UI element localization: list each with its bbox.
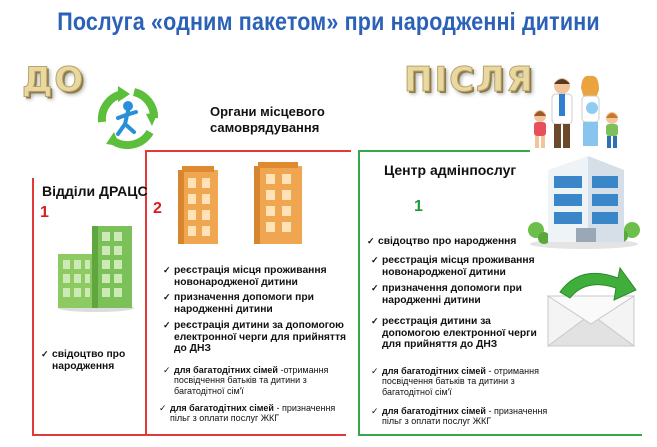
center-item-4: ✓ реєстрація дитини за допомогою електронної черги для прийняття до ДНЗ [371,316,537,351]
center-large-family-item-2: ✓ для багатодітних сімей - призначення пільг з оплати послуг ЖКГ [371,406,548,427]
local-government-heading: Органи місцевого самоврядування [210,104,325,135]
bullet-icon: ✓ [159,403,167,413]
bullet-icon: ✓ [371,406,379,416]
center-item-1: ✓ свідоцтво про народження [367,236,517,247]
right-frame-bottom [358,434,642,436]
dracs-item: ✓ свідоцтво про народження [41,349,126,372]
center-large-family-item-1: ✓ для багатодітних сімей - отримання посвідчення батьків та дитини з багатодітної сім'ї [371,366,539,397]
bullet-icon: ✓ [371,366,379,376]
dracs-heading: Відділи ДРАЦС [42,183,148,199]
local-step-number: 2 [153,200,162,217]
center-heading: Центр адмінпослуг [384,162,517,178]
envelope-arrow-icon [540,262,640,348]
after-label: ПІСЛЯ [404,60,535,100]
bullet-icon: ✓ [371,283,379,293]
right-frame-top [358,150,530,152]
right-frame-border [358,150,360,436]
local-item-3: ✓ реєстрація дитини за допомогою електронної черги для прийняття до ДНЗ [163,320,347,355]
local-large-family-item-2: ✓ для багатодітних сімей - призначення пільг з оплати послуг ЖКГ [159,403,336,424]
family-icon [530,72,622,150]
left-frame-bottom [32,434,346,436]
bullet-icon: ✓ [371,255,379,265]
orange-buildings-icon [176,162,306,246]
left-frame-border [32,178,34,436]
page-title: Послуга «одним пакетом» при народженні дитини [57,8,600,36]
local-large-family-item-1: ✓ для багатодітних сімей -отримання посвідчення батьків та дитини з багатодітної сім'ї [163,365,329,396]
bullet-icon: ✓ [367,236,375,246]
local-item-1: ✓ реєстрація місця проживання новонародженої дитини [163,265,327,288]
center-step-number: 1 [414,198,423,215]
bullet-icon: ✓ [163,292,171,302]
bullet-icon: ✓ [163,265,171,275]
bullet-icon: ✓ [371,316,379,326]
local-item-2: ✓ призначення допомоги при народженні дитини [163,292,314,315]
before-label: ДО [22,60,86,100]
bullet-icon: ✓ [41,349,49,359]
left-frame-top [145,150,351,152]
center-item-3: ✓ призначення допомоги при народженні дитини [371,283,522,306]
green-building-icon [56,224,134,312]
center-item-2: ✓ реєстрація місця проживання новонародженої дитини [371,255,535,278]
bullet-icon: ✓ [163,365,171,375]
bullet-icon: ✓ [163,320,171,330]
running-people-icon [92,82,162,150]
dracs-step-number: 1 [40,204,49,221]
